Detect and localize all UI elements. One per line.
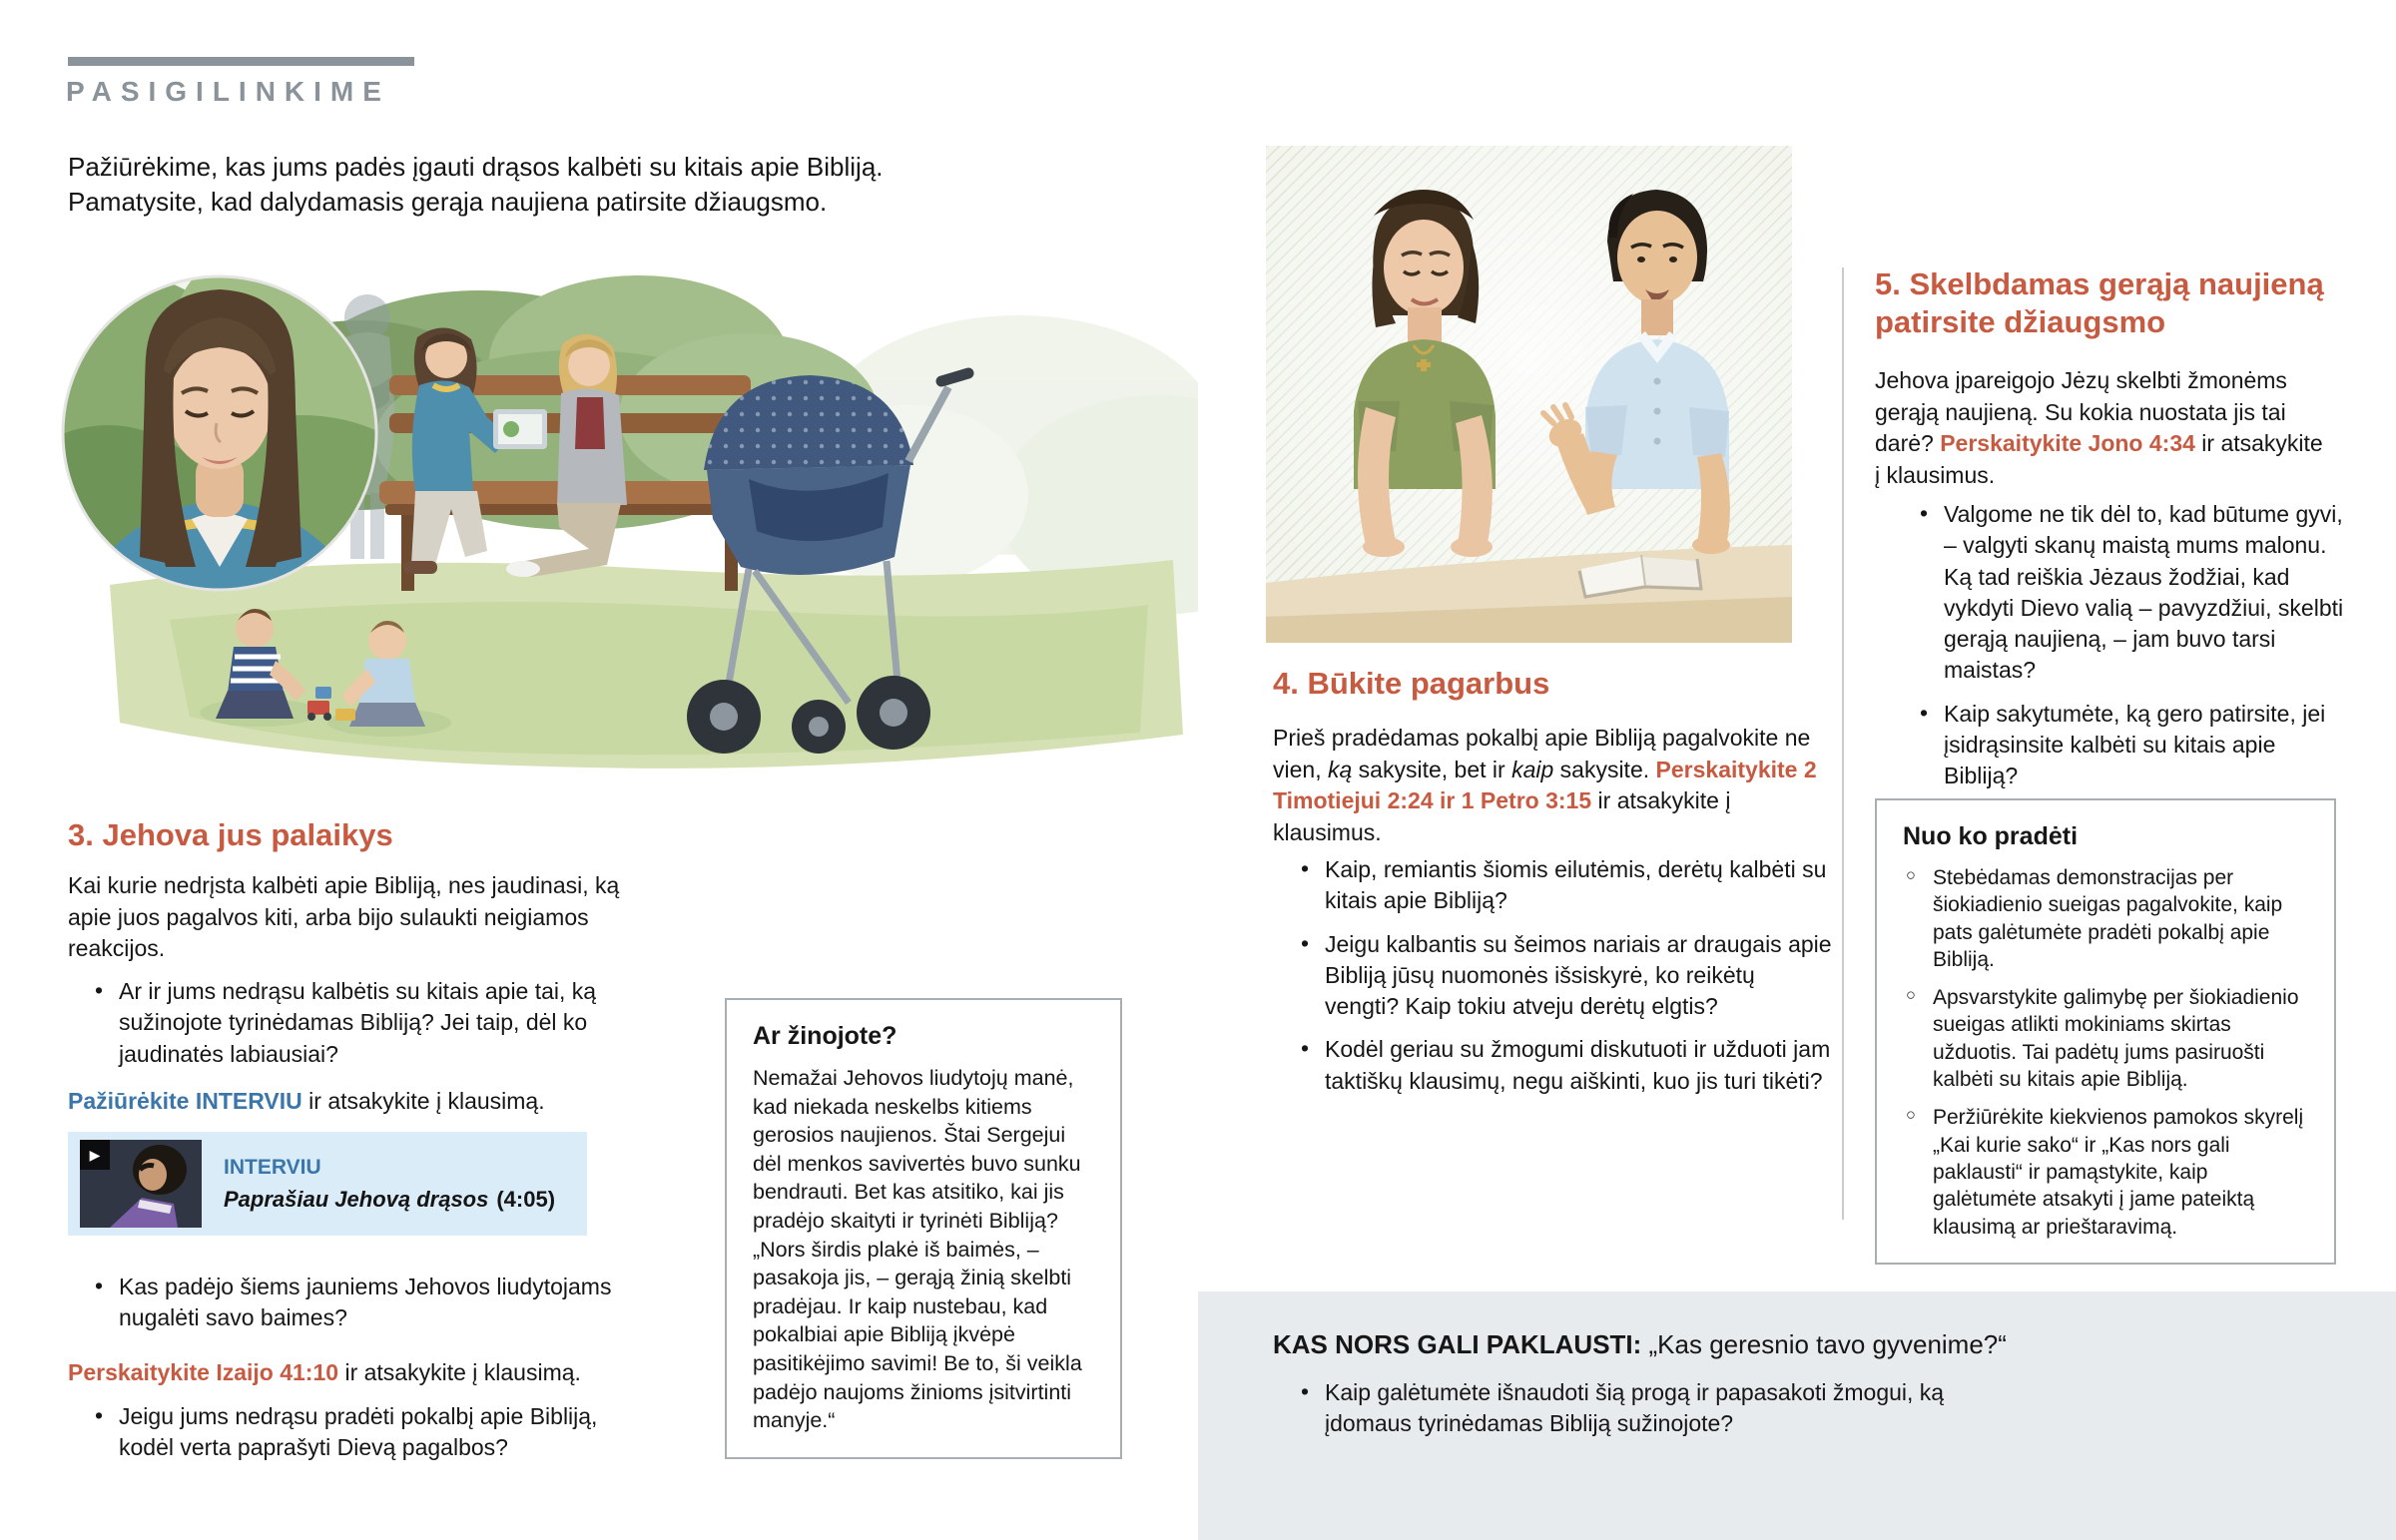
scripture-link-izaijo[interactable]: Perskaitykite Izaijo 41:10 — [68, 1359, 339, 1385]
section5-intro-text: ir atsakykite į klausimus. — [1875, 430, 2323, 488]
video-title-text[interactable]: Paprašiau Jehovą drąsos — [224, 1186, 489, 1212]
ask-question-list — [1298, 1377, 1987, 1452]
question-item: • Kodėl geriau su žmogumi diskutuoti ir užduoti jam taktiškų klausimų, negu aiškinti, kuo jis turi tikėti? — [1298, 1034, 1832, 1097]
watch-instruction — [68, 1086, 627, 1118]
section4-heading: 4. Būkite pagarbus — [1273, 666, 1550, 701]
question-item: • Kaip galėtumėte išnaudoti šią progą ir papasakoti žmogui, ką įdomaus tyrinėdamas Bibliją sužinojote? — [1298, 1377, 1987, 1440]
emphasis-word: kaip — [1511, 756, 1554, 782]
interviu-link[interactable]: Pažiūrėkite INTERVIU — [68, 1088, 302, 1114]
did-you-know-body: Nemažai Jehovos liudytojų manė, kad niekada neskelbs kitiems gerosios naujienos. Štai Sergejui dėl menkos savivertės buvo sunku bendrauti. Bet kas atsitiko, kai jis pradėjo skaityti ir tyrinėti Bibliją? „Nors širdis plakė iš baimės, – pasakoja jis, – gerąją žinią skelbti pradėjau. Ir kaip nustebau, kad pokalbiai apie Bibliją įkvėpė pasitikėjimo savimi! Be to, ši veikla padėjo naujoms žinioms įsitvirtinti manyje.“ — [753, 1066, 1082, 1433]
scripture-link-timotiejui-petro[interactable]: Perskaitykite 2 Timotiejui 2:24 ir 1 Petro 3:15 — [1273, 756, 1817, 813]
section3-heading: 3. Jehova jus palaikys — [68, 817, 393, 852]
read-instruction — [68, 1357, 647, 1389]
question-item: • Kaip sakytumėte, ką gero patirsite, jei įsidrąsinsite kalbėti su kitais apie Bibliją? — [1917, 699, 2354, 792]
lesson-intro — [68, 150, 1066, 220]
scripture-link-jono[interactable]: Perskaitykite Jono 4:34 — [1940, 430, 2195, 456]
play-icon[interactable]: ▶ — [80, 1140, 110, 1170]
park-illustration — [50, 265, 1198, 794]
video-label[interactable]: INTERVIU — [224, 1155, 321, 1179]
video-card[interactable] — [68, 1132, 587, 1236]
section5-intro-text: Jehova įpareigojo Jėzų skelbti žmonėms gerąją naujieną. Su kokia nuostata jis tai darė? — [1875, 367, 2287, 456]
question-item: • Jeigu kalbantis su šeimos nariais ar draugais apie Bibliją jūsų nuomonės išsiskyrė, ko reikėtų vengti? Kaip tokiu atveju derėtų elgtis? — [1298, 929, 1832, 1023]
watch-instruction-rest: ir atsakykite į klausimą. — [301, 1088, 545, 1114]
column-divider — [1842, 267, 1844, 1220]
question-item: • Kas padėjo šiems jauniems Jehovos liudytojams nugalėti savo baimes? — [92, 1272, 641, 1334]
did-you-know-heading: Ar žinojote? — [753, 1022, 898, 1050]
conversation-illustration — [1266, 146, 1792, 643]
section4-intro-text: Prieš pradėdamas pokalbį apie Bibliją pagalvokite ne vien, — [1273, 725, 1811, 782]
section4-question-list — [1298, 854, 1832, 1109]
kicker-title: PASIGILINKIME — [66, 76, 390, 107]
question-item: • Ar ir jums nedrąsu kalbėtis su kitais apie tai, ką sužinojote tyrinėdamas Bibliją? Jei taip, dėl ko jaudinatės labiausiai? — [92, 976, 606, 1070]
ask-label: KAS NORS GALI PAKLAUSTI: — [1273, 1329, 1642, 1359]
intro-line: Pamatysite, kad dalydamasis gerąja naujiena patirsite džiaugsmo. — [68, 186, 828, 217]
section5-intro — [1875, 365, 2332, 491]
section4-intro-text: ir atsakykite į klausimus. — [1273, 787, 1731, 845]
section3-intro: Kai kurie nedrįsta kalbėti apie Bibliją, nes jaudinasi, ką apie juos pagalvos kiti, arba bijo sulaukti neigiamos reakcijos. — [68, 872, 620, 961]
intro-line: Pažiūrėkime, kas jums padės įgauti drąsos kalbėti su kitais apie Bibliją. — [68, 152, 884, 182]
emphasis-word: ką — [1327, 756, 1353, 782]
video-meta — [224, 1156, 555, 1213]
section4-intro-text: sakysite, bet ir — [1352, 756, 1512, 782]
section5-question-list — [1917, 499, 2354, 803]
where-to-start-heading: Nuo ko pradėti — [1903, 822, 2079, 850]
start-item: ○ Peržiūrėkite kiekvienos pamokos skyrelį „Kai kurie sako“ ir „Kas nors gali paklausti“ ir pamąstykite, kaip galėtumėte atsakyti į jame pateiktą klausimą ar prieštaravimą. — [1903, 1104, 2308, 1240]
video-thumbnail[interactable] — [80, 1140, 202, 1228]
section4-intro — [1273, 723, 1817, 848]
section3-question-list3 — [92, 1401, 646, 1476]
did-you-know-box — [725, 998, 1122, 1459]
ask-quote: „Kas geresnio tavo gyvenime?“ — [1641, 1329, 2007, 1359]
video-title[interactable] — [224, 1187, 555, 1213]
section5-heading: 5. Skelbdamas gerąją naujieną patirsite džiaugsmo — [1875, 266, 2324, 339]
section4-intro-text: sakysite. — [1553, 756, 1656, 782]
someone-may-ask-panel — [1198, 1291, 2396, 1540]
read-instruction-rest: ir atsakykite į klausimą. — [338, 1359, 581, 1385]
section3-question-list — [92, 976, 606, 1082]
question-item: • Jeigu jums nedrąsu pradėti pokalbį apie Bibliją, kodėl verta paprašyti Dievą pagalbos? — [92, 1401, 646, 1464]
kicker-bar — [68, 57, 414, 66]
question-item: • Kaip, remiantis šiomis eilutėmis, derėtų kalbėti su kitais apie Bibliją? — [1298, 854, 1832, 917]
video-duration: (4:05) — [496, 1186, 556, 1212]
where-to-start-box — [1875, 798, 2336, 1265]
section3-question-list2 — [92, 1272, 641, 1346]
start-item: ○ Apsvarstykite galimybę per šiokiadienio sueigas atlikti mokiniams skirtas užduotis. Tai padėtų jums pasiruošti kalbėti su kitais apie Bibliją. — [1903, 984, 2308, 1093]
start-item: ○ Stebėdamas demonstracijas per šiokiadienio sueigas pagalvokite, kaip pats galėtumėte pradėti pokalbį apie Bibliją. — [1903, 864, 2308, 973]
someone-may-ask-heading — [1273, 1329, 2351, 1360]
question-item: • Valgome ne tik dėl to, kad būtume gyvi, – valgyti skanų maistą mums malonu. Ką tad reiškia Jėzaus žodžiai, kad vykdyti Dievo valią – pavyzdžiui, skelbti gerąją naujieną, – jam buvo tarsi maistas? — [1917, 499, 2354, 687]
